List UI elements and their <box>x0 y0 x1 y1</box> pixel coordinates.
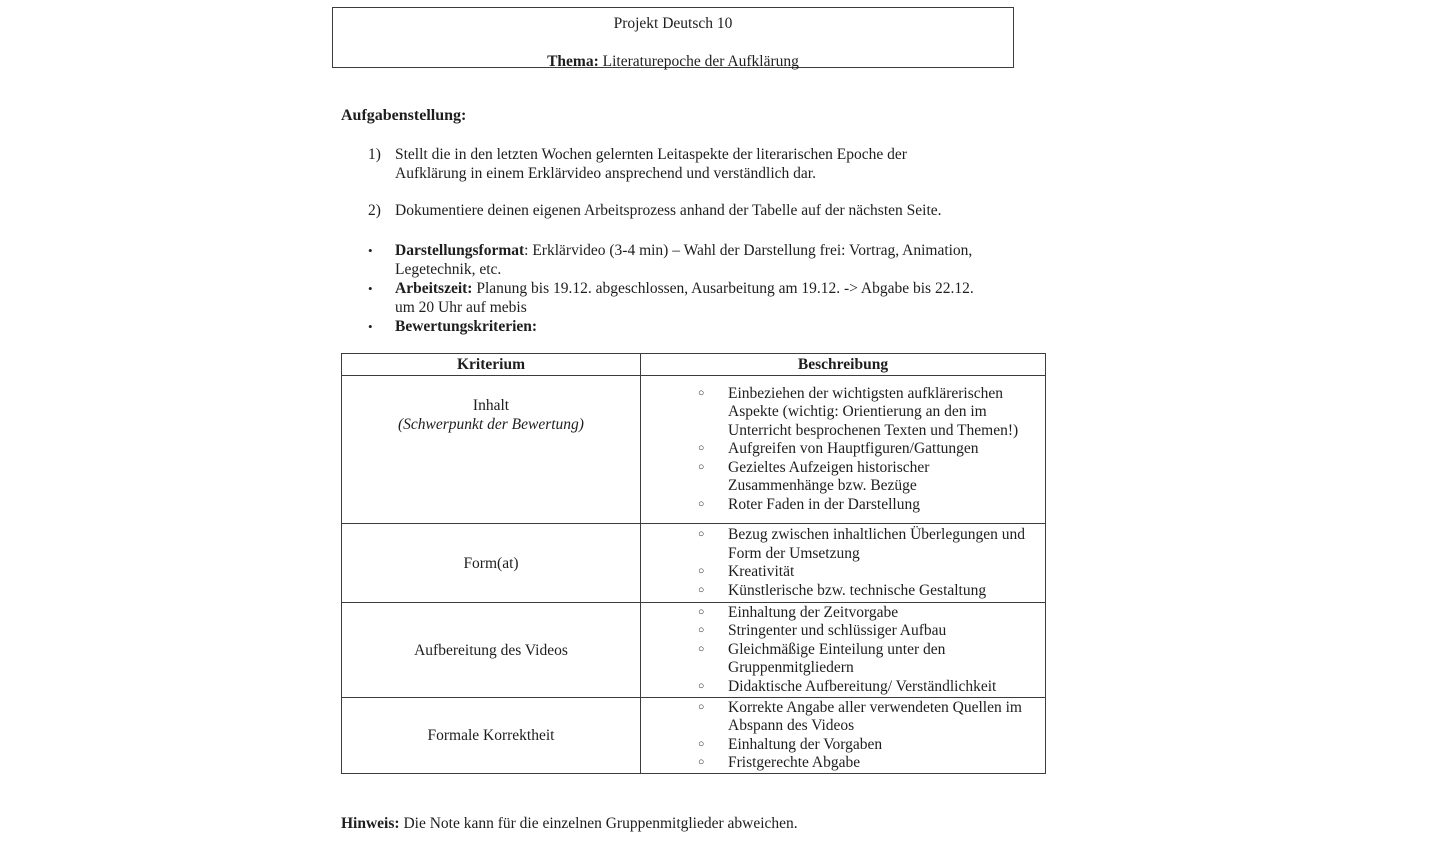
description-item-text: Künstlerische bzw. technische Gestaltung <box>728 581 987 599</box>
criterion-name: Formale Korrektheit <box>427 727 555 744</box>
criterion-cell <box>342 698 641 774</box>
hinweis-label: Hinweis: <box>341 815 400 832</box>
description-cell <box>641 698 1046 774</box>
numbered-list <box>368 145 978 238</box>
list-item <box>641 582 1045 601</box>
table-header-row <box>342 354 1046 376</box>
bullet-text-wrap <box>395 241 983 279</box>
bullet-icon: • <box>368 281 373 296</box>
circle-bullet-icon: ○ <box>698 643 705 655</box>
description-item-text: Fristgerechte Abgabe <box>728 754 861 771</box>
header-box <box>332 7 1014 68</box>
description-item-text: Einhaltung der Zeitvorgabe <box>728 603 899 621</box>
item-text: Stellt die in den letzten Wochen gelernten Leitaspekte der literarischen Epoche der Aufklärung in einem Erklärvideo ansprechend und verständlich dar. <box>395 146 907 182</box>
description-item-text: Einhaltung der Vorgaben <box>728 735 883 753</box>
list-item <box>641 678 1045 697</box>
circle-bullet-icon: ○ <box>698 680 705 692</box>
item-text: Dokumentiere deinen eigenen Arbeitsprozess anhand der Tabelle auf der nächsten Seite. <box>395 202 942 219</box>
description-cell <box>641 524 1046 603</box>
description-cell <box>641 376 1046 524</box>
bullet-list <box>368 241 983 336</box>
description-item-text: Gezieltes Aufzeigen historischer Zusammenhänge bzw. Bezüge <box>728 458 930 495</box>
criterion-cell <box>342 376 641 524</box>
circle-bullet-icon: ○ <box>698 757 705 768</box>
thema-text: Literaturepoche der Aufklärung <box>598 53 799 70</box>
list-item <box>641 385 1045 441</box>
bullet-text-wrap <box>395 279 983 317</box>
description-item-text: Kreativität <box>728 563 795 580</box>
circle-bullet-icon: ○ <box>698 461 705 473</box>
table-row <box>342 603 1046 698</box>
bullet-label: Darstellungsformat <box>395 242 525 259</box>
list-item <box>641 622 1045 641</box>
list-item <box>641 496 1045 515</box>
bullet-icon: • <box>368 243 373 258</box>
criterion-cell <box>342 603 641 698</box>
criterion-name: Inhalt <box>472 397 510 414</box>
circle-bullet-icon: ○ <box>698 443 705 455</box>
circle-bullet-icon: ○ <box>698 625 705 637</box>
list-item <box>641 641 1045 678</box>
list-item <box>641 563 1045 582</box>
table-row <box>342 376 1046 524</box>
thema-label: Thema: <box>547 53 599 70</box>
hinweis-text: Die Note kann für die einzelnen Gruppenmitglieder abweichen. <box>399 815 798 832</box>
bullet-text: : Erklärvideo (3-4 min) – Wahl der Darstellung frei: Vortrag, Animation, Legetechnik, etc. <box>395 242 973 278</box>
list-item-1 <box>368 145 978 183</box>
bullet-item-bewertungskriterien <box>368 317 983 336</box>
bullet-item-arbeitszeit <box>368 279 983 317</box>
table-row <box>342 698 1046 774</box>
description-cell <box>641 603 1046 698</box>
description-item-text: Roter Faden in der Darstellung <box>728 495 920 513</box>
item-number: 2) <box>368 202 381 219</box>
criteria-table <box>341 353 1046 774</box>
list-item <box>641 459 1045 496</box>
list-item <box>641 604 1045 623</box>
table-header-kriterium: Kriterium <box>342 354 641 376</box>
bullet-item-darstellungsformat <box>368 241 983 279</box>
item-number: 1) <box>368 146 381 163</box>
description-item-text: Aufgreifen von Hauptfiguren/Gattungen <box>728 440 979 458</box>
criterion-note: (Schwerpunkt der Bewertung) <box>398 416 584 433</box>
circle-bullet-icon: ○ <box>698 606 705 618</box>
circle-bullet-icon: ○ <box>698 701 705 713</box>
description-item-text: Gleichmäßige Einteilung unter den Gruppenmitgliedern <box>728 640 946 677</box>
criterion-cell <box>342 524 641 603</box>
description-item-text: Bezug zwischen inhaltlichen Überlegungen und Form der Umsetzung <box>728 526 1025 562</box>
list-item <box>641 440 1045 459</box>
list-item <box>641 736 1045 755</box>
table-row <box>342 524 1046 603</box>
bullet-text: Planung bis 19.12. abgeschlossen, Ausarbeitung am 19.12. -> Abgabe bis 22.12. um 20 Uhr auf mebis <box>395 280 974 316</box>
table-header-beschreibung: Beschreibung <box>641 354 1046 376</box>
hinweis-note <box>341 814 798 833</box>
bullet-icon: • <box>368 319 373 334</box>
list-item-2 <box>368 201 978 220</box>
bullet-label: Arbeitszeit: <box>395 280 473 297</box>
description-item-text: Stringenter und schlüssiger Aufbau <box>728 622 947 640</box>
bullet-text-wrap <box>395 317 983 336</box>
bullet-label: Bewertungskriterien: <box>395 318 538 335</box>
circle-bullet-icon: ○ <box>698 387 705 399</box>
circle-bullet-icon: ○ <box>698 498 705 510</box>
criterion-name: Form(at) <box>463 554 519 572</box>
section-heading-aufgabenstellung: Aufgabenstellung: <box>341 107 467 124</box>
criterion-name: Aufbereitung des Videos <box>414 641 568 659</box>
thema-line <box>333 52 1013 71</box>
circle-bullet-icon: ○ <box>698 738 705 750</box>
description-item-text: Korrekte Angabe aller verwendeten Quellen im Abspann des Videos <box>728 698 1022 734</box>
circle-bullet-icon: ○ <box>698 529 705 540</box>
doc-title: Projekt Deutsch 10 <box>613 15 733 32</box>
circle-bullet-icon: ○ <box>698 566 705 577</box>
description-item-text: Didaktische Aufbereitung/ Verständlichkeit <box>728 677 997 695</box>
list-item <box>641 754 1045 773</box>
list-item <box>641 526 1045 563</box>
description-item-text: Einbeziehen der wichtigsten aufklärerischen Aspekte (wichtig: Orientierung an den im Unterricht besprochenen Texten und Themen!) <box>728 384 1019 439</box>
circle-bullet-icon: ○ <box>698 584 705 596</box>
list-item <box>641 699 1045 736</box>
